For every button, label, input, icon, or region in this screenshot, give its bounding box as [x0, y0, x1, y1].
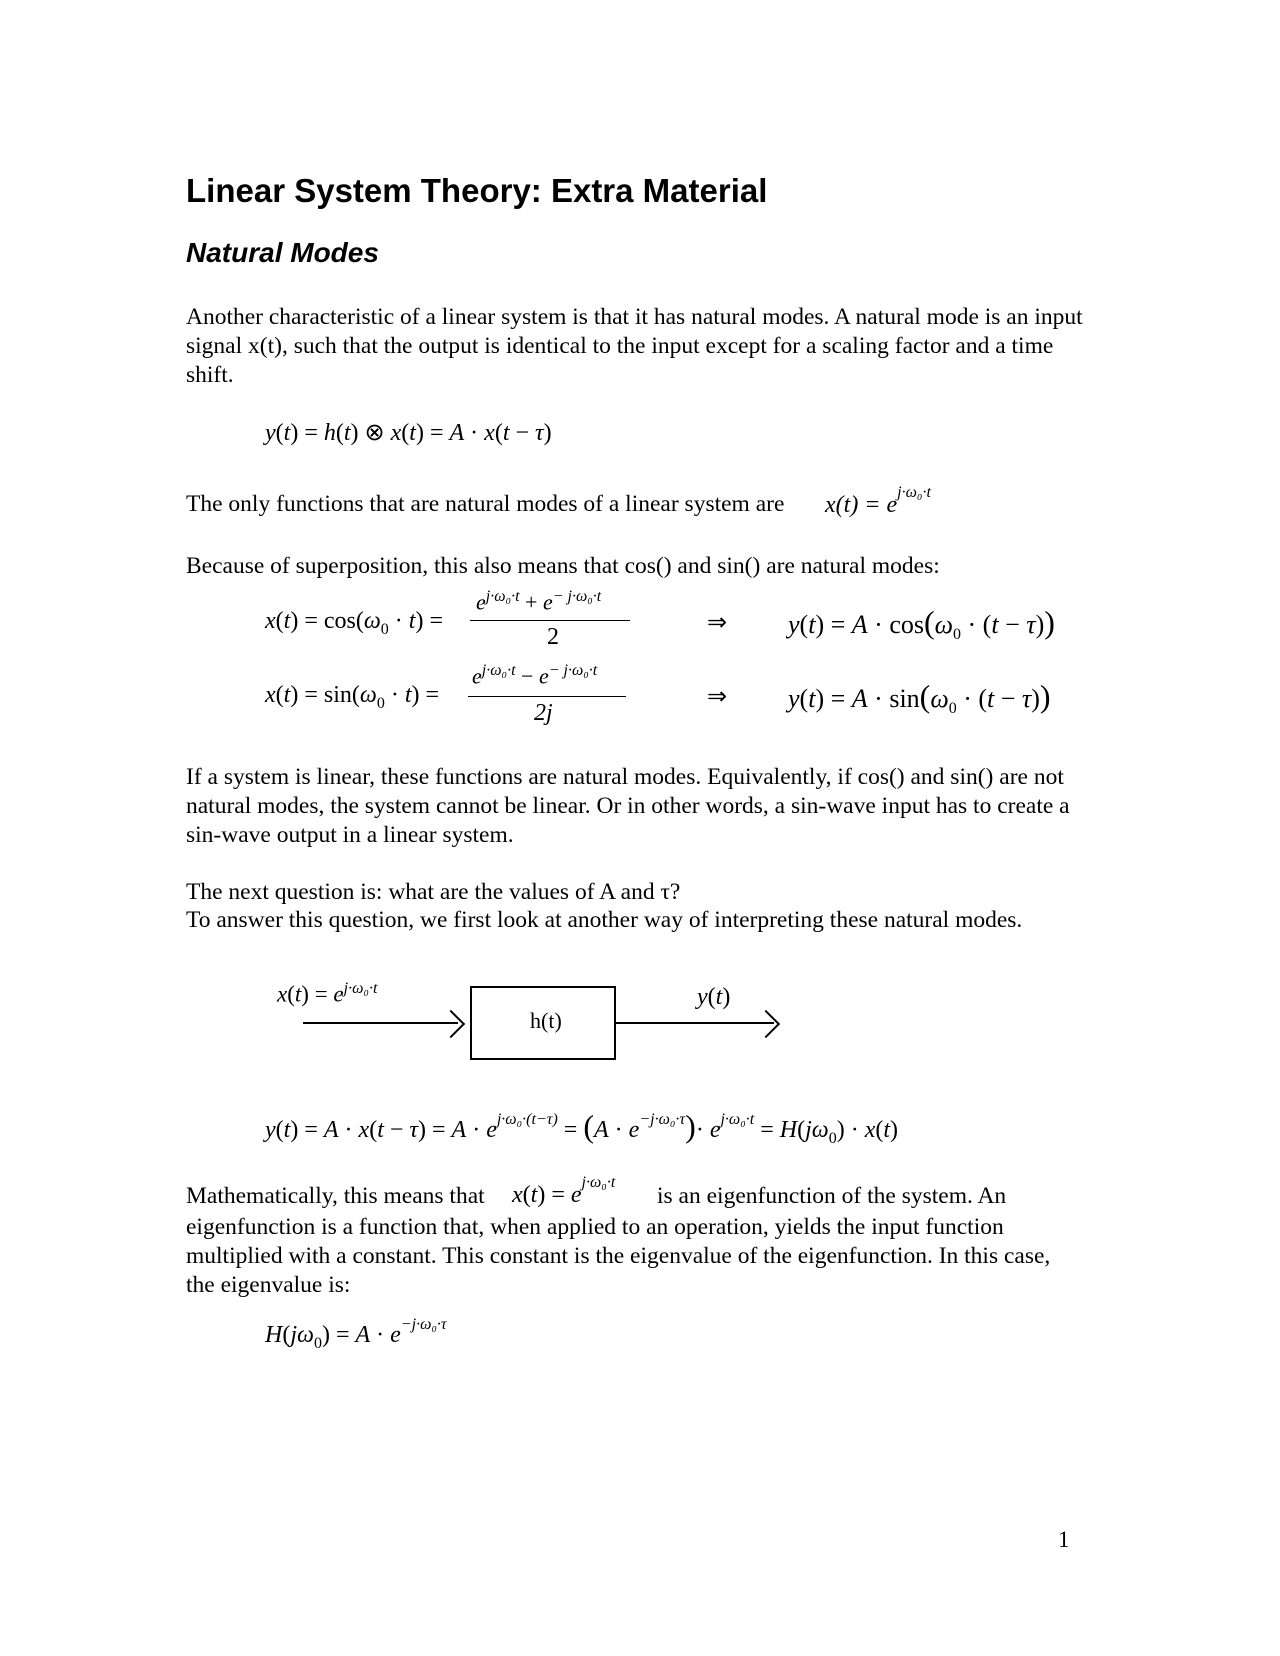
cos-lhs: $x(t) = \cos(\omega_0 \cdot t)$ =: [265, 608, 443, 638]
sin-lhs: $x(t) = \sin(\omega_0 \cdot t)$ =: [265, 682, 440, 712]
page-number: 1: [1058, 1527, 1070, 1552]
para2-text: The only functions that are natural modes of a linear system are: [186, 491, 785, 517]
sin-rhs: $y(t) = A \cdot \sin(\omega_0 \cdot (t - \tau))$: [788, 678, 1051, 718]
cos-numerator: $e^{j\cdot\omega_0\cdot t} + e^{- j\cdot\omega_0\cdot t}$: [476, 588, 602, 615]
implies-arrow-1: ⇒: [707, 610, 728, 636]
equation-eigen-derivation: $y(t) = A \cdot x(t - \tau) = A \cdot e^{j\cdot\omega_0\cdot(t-\tau)} = (A \cdot e^{-j\cdot\omega_0\cdot\tau})\cdot e^{j\cdot\omega_0\cdot t} = H(j\omega_0) \cdot x(t)$: [265, 1108, 899, 1147]
page-title: Linear System Theory: Extra Material: [186, 172, 768, 209]
sin-numerator: $e^{j\cdot\omega_0\cdot t} - e^{- j\cdot\omega_0\cdot t}$: [472, 662, 598, 689]
sin-denominator: 2j: [534, 700, 553, 726]
paragraph-intro: Another characteristic of a linear system is that it has natural modes. A natural mode is an input signal x(t), such that the output is identical to the input except for a scaling factor and a time shift.: [186, 304, 1083, 388]
paragraph-superposition: Because of superposition, this also means that cos() and sin() are natural modes:: [186, 553, 940, 579]
diagram-output-label: y(t): [697, 984, 731, 1010]
diagram-input-label: $x(t) = e^{j\cdot\omega_0\cdot t}$: [277, 980, 378, 1007]
cos-rhs: $y(t) = A \cdot \cos(\omega_0 \cdot (t - \tau))$: [788, 604, 1055, 644]
equation-exponential-inline: [825, 484, 931, 519]
paragraph-eigen-post: is an eigenfunction of the system. An: [657, 1183, 1007, 1209]
diagram-input-exponent: j·ω₀·t: [343, 980, 378, 997]
sin-fraction-bar: [468, 696, 626, 697]
paragraph-linearity: If a system is linear, these functions are natural modes. Equivalently, if cos() and sin() are not natural modes, the system cannot be linear. Or in other words, a sin-wave input has to create a sin-wave output in a linear system.: [186, 764, 1070, 848]
section-heading: Natural Modes: [186, 237, 379, 268]
equation-eigenfunction-inline: $x(t) = e^{j\cdot\omega_0\cdot t}$: [512, 1174, 616, 1208]
paragraph-natural-mode-functions: [186, 490, 784, 519]
exp-base: x(t) = e: [825, 492, 898, 518]
eigen-exponent: j·ω₀·t: [581, 1174, 616, 1191]
cos-fraction-bar: [470, 620, 630, 621]
paragraph-eigen-pre: Mathematically, this means that: [186, 1183, 485, 1209]
paragraph-eigen-rest: eigenfunction is a function that, when applied to an operation, yields the input function multiplied with a constant. This constant is the eigenvalue of the eigenfunction. In this case, the eigenvalue is:: [186, 1214, 1051, 1298]
cos-denominator: 2: [547, 624, 559, 650]
equation-natural-mode: y(t) = h(t) ⊗ x(t) = A · x(t − τ): [265, 420, 552, 446]
equation-eigenvalue: $H(j\omega_0) = A \cdot e^{-j\cdot\omega_0\cdot\tau}$: [265, 1316, 447, 1352]
output-arrow-head: [752, 1010, 780, 1038]
input-arrow-head: [437, 1010, 465, 1038]
paragraph-question-1: The next question is: what are the values of A and τ?: [186, 879, 681, 905]
output-arrow-line: [616, 1022, 774, 1024]
system-block-label: h(t): [530, 1008, 562, 1033]
implies-arrow-2: ⇒: [707, 684, 728, 710]
input-arrow-line: [303, 1022, 458, 1024]
paragraph-question-2: To answer this question, we first look at another way of interpreting these natural modes.: [186, 907, 1023, 933]
exp-power: j·ω₀·t: [897, 484, 931, 501]
